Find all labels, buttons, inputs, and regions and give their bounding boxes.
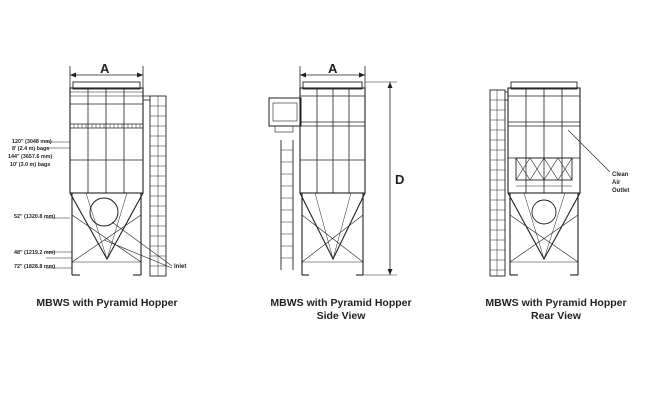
rear-view: [470, 0, 650, 300]
dimension-note-10ft-bags: 10' (3.0 m) bags: [10, 162, 51, 168]
dimension-note-48in: 48" (1219.2 mm): [14, 250, 56, 256]
dimension-note-52in: 52" (1320.8 mm): [14, 214, 56, 220]
clean-air-outlet-line3: Outlet: [612, 188, 630, 194]
dimension-note-8ft-bags: 8' (2.4 m) bags: [12, 146, 50, 152]
dimension-label-a-front: A: [100, 61, 110, 76]
side-view-drawing: [245, 0, 425, 300]
rear-view-drawing: [470, 0, 650, 300]
caption-rear-line1: MBWS with Pyramid Hopper: [485, 297, 627, 309]
clean-air-outlet-callout: [612, 171, 629, 195]
caption-side-line2: Side View: [316, 310, 366, 322]
dimension-label-d-side: D: [395, 172, 405, 187]
dimension-note-144in: 144" (3657.6 mm): [8, 154, 53, 160]
caption-side-line1: MBWS with Pyramid Hopper: [270, 297, 412, 309]
caption-rear-line2: Rear View: [530, 310, 581, 322]
caption-side-view: [231, 297, 451, 323]
dimension-label-a-side: A: [328, 61, 338, 76]
dimension-note-120in: 120" (3048 mm): [12, 139, 52, 145]
clean-air-outlet-line2: Air: [612, 180, 621, 186]
side-view: [245, 0, 425, 300]
caption-rear-view: [446, 297, 650, 323]
front-view: [0, 0, 230, 300]
caption-front-view: MBWS with Pyramid Hopper: [36, 297, 178, 309]
clean-air-outlet-line1: Clean: [612, 172, 629, 178]
dimension-note-72in: 72" (1828.8 mm): [14, 264, 56, 270]
inlet-callout: Inlet: [174, 264, 187, 270]
